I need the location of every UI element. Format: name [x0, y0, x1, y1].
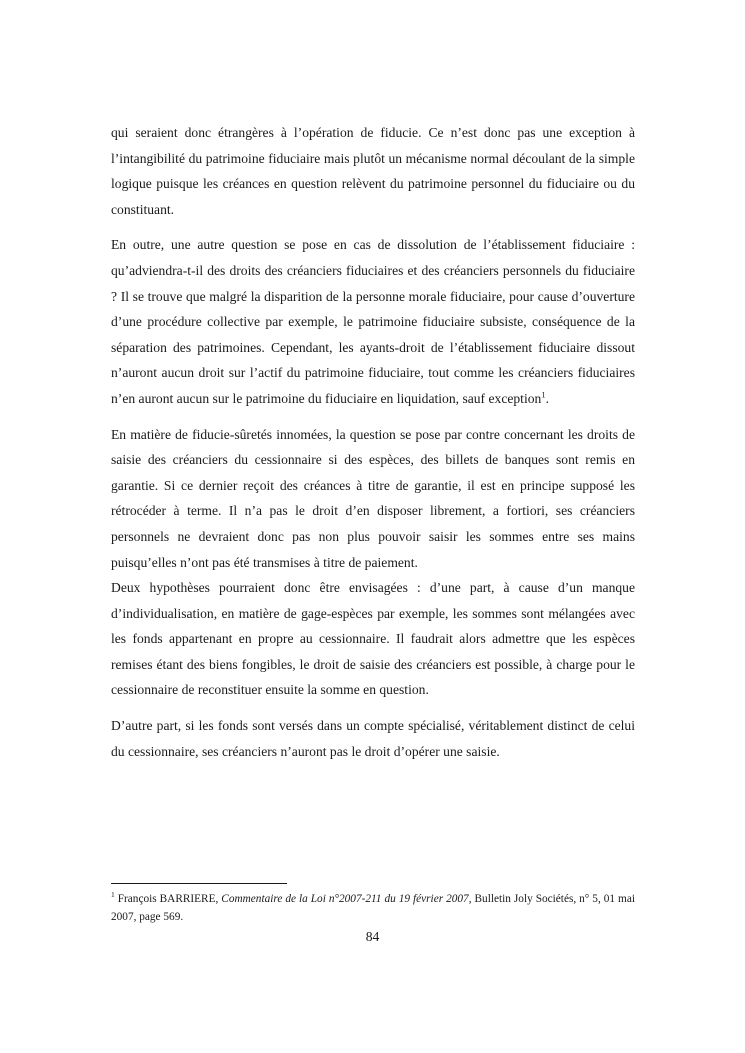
paragraph-1: qui seraient donc étrangères à l’opération de fiducie. Ce n’est donc pas une exception à l’intangibilité du patrimoine fiduciaire mais plutôt un mécanisme normal découlant de la simple logique puisque les créances en question relèvent du patrimoine personnel du fiduciaire ou du constituant. [111, 125, 635, 217]
footnote-title: Commentaire de la Loi n°2007-211 du 19 février 2007 [221, 893, 469, 905]
footnote-reference[interactable]: 1 [541, 389, 546, 400]
footnote-source: , Bulletin Joly Sociétés, n° 5, 01 mai 2007, page 569. [111, 893, 635, 923]
footnote [111, 890, 635, 926]
footnote-author: François BARRIERE, [114, 893, 222, 905]
footnote-separator [111, 883, 287, 884]
paragraph-5: D’autre part, si les fonds sont versés dans un compte spécialisé, véritablement distinct de celui du cessionnaire, ses créanciers n’auront pas le droit d’opérer une saisie. [111, 718, 635, 759]
footnote-number: 1 [111, 890, 115, 900]
paragraph-4: Deux hypothèses pourraient donc être envisagées : d’une part, à cause d’un manque d’individualisation, en matière de gage-espèces par exemple, les sommes sont mélangées avec les fonds appartenant en propre au cessionnaire. Il faudrait alors admettre que les espèces remises étant des biens fongibles, le droit de saisie des créanciers est possible, à charge pour le cessionnaire de reconstituer ensuite la somme en question. [111, 580, 635, 698]
paragraph-2 [111, 232, 635, 411]
paragraph-2-end: . [545, 390, 549, 406]
paragraph-2-text: En outre, une autre question se pose en cas de dissolution de l’établissement fiduciaire : qu’adviendra-t-il des droits des créanciers fiduciaires et des créanciers personnels du fiduciaire ? Il se trouve que malgré la disparition de la personne morale fiduciaire, pour cause d’ouverture d’une procédure collective par exemple, le patrimoine fiduciaire subsiste, conséquence de la séparation des patrimoines. Cependant, les ayants-droit de l’établissement fiduciaire dissout n’auront aucun droit sur l’actif du patrimoine fiduciaire, tout comme les créanciers fiduciaires n’en auront aucun sur le patrimoine du fiduciaire en liquidation, sauf exception [111, 237, 635, 406]
page-body [111, 120, 635, 764]
page-number: 84 [365, 929, 380, 944]
paragraph-3: En matière de fiducie-sûretés innomées, la question se pose par contre concernant les droits de saisie des créanciers du cessionnaire si des espèces, des billets de banques sont remis en garantie. Si ce dernier reçoit des créances à titre de garantie, il est en principe supposé les rétrocéder à terme. Il n’a pas le droit d’en disposer librement, a fortiori, ses créanciers personnels ne devraient donc pas non plus pouvoir saisir les sommes entre ses mains puisqu’elles n’ont pas été transmises à titre de paiement. [111, 426, 635, 570]
